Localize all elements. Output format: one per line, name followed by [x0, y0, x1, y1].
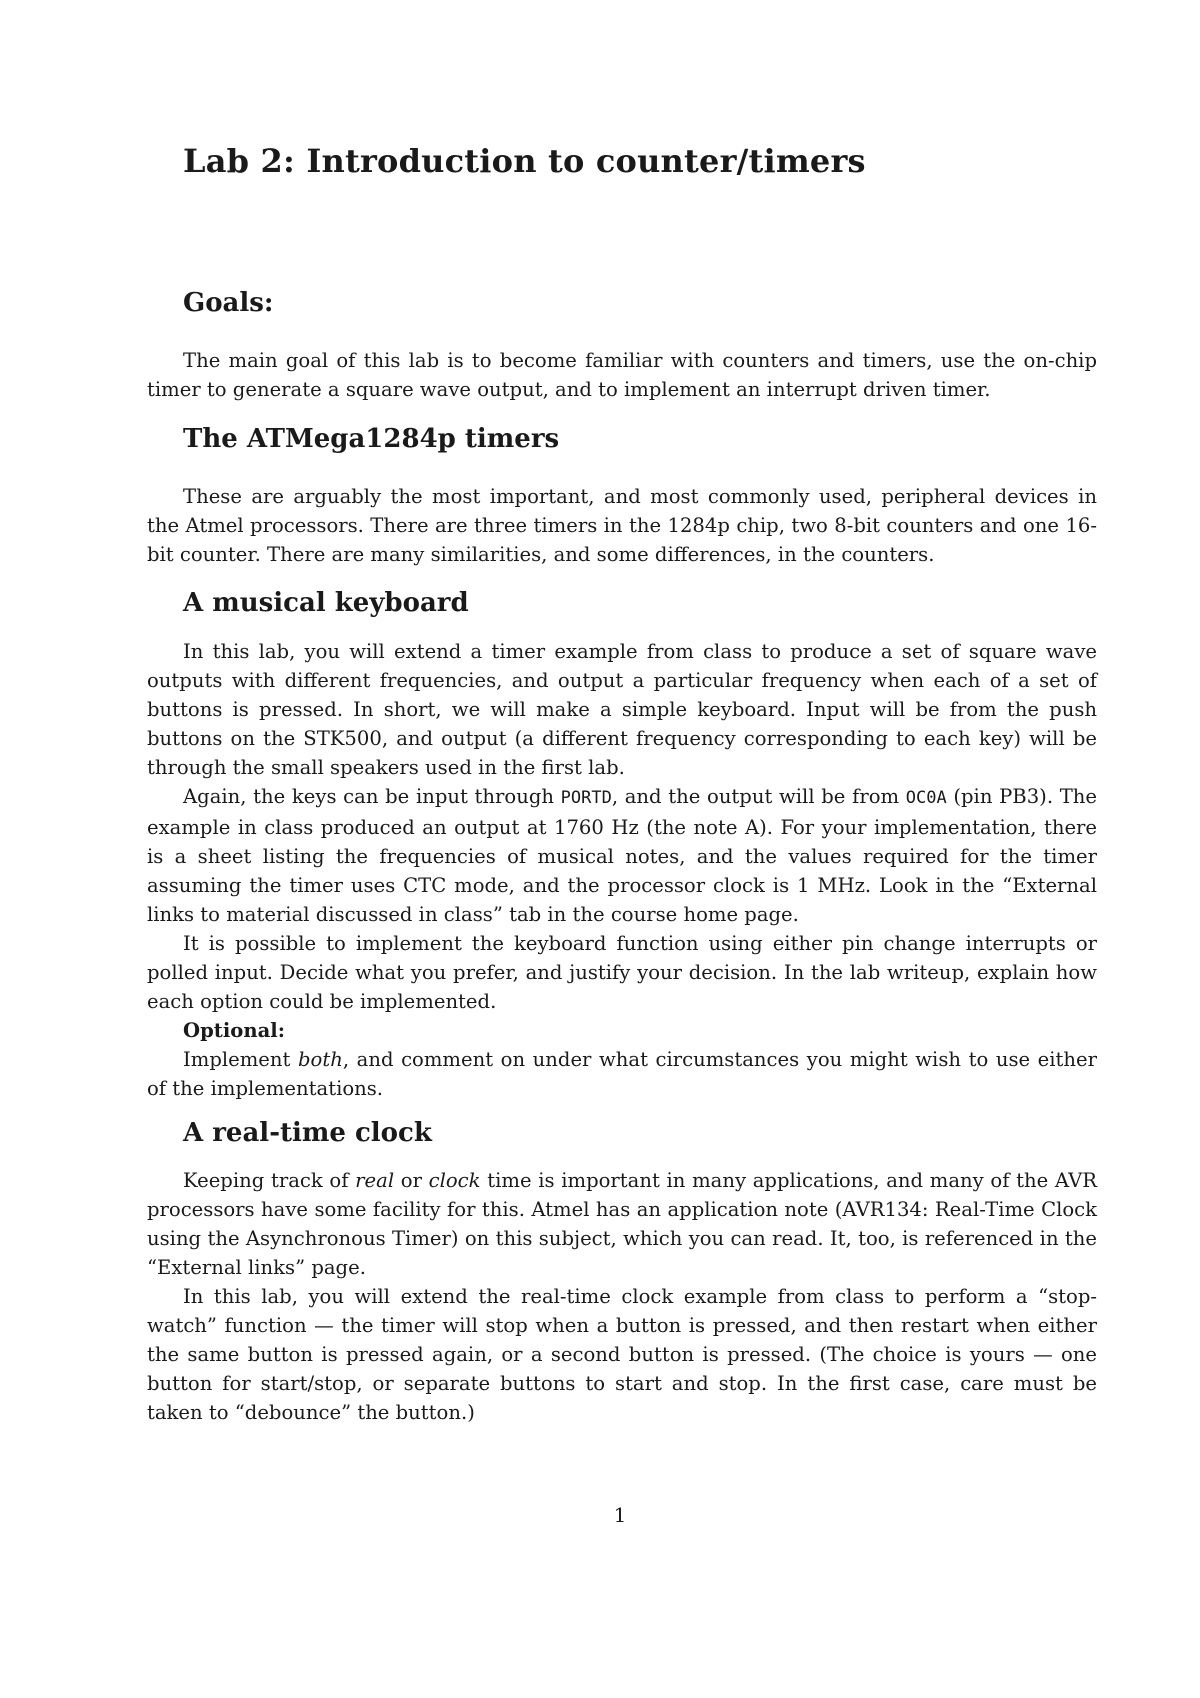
- timers-body: [147, 482, 1097, 569]
- keyboard-section: [147, 588, 1097, 618]
- timers-section: [147, 424, 1097, 454]
- goals-section: [147, 288, 1097, 318]
- page-title: Lab 2: Introduction to counter/timers: [183, 142, 866, 180]
- keyboard-paragraph-2: Again, the keys can be input through PORTD, and the output will be from OC0A (pin PB3). The example in class produced an output at 1760 Hz (the note A). For your implementation, there is a sheet listing the frequencies of musical notes, and the values required for the timer assuming the timer uses CTC mode, and the processor clock is 1 MHz. Look in the “External links to material discussed in class” tab in the course home page.: [147, 785, 1097, 926]
- goals-body: [147, 346, 1097, 404]
- keyboard-paragraph-3: It is possible to implement the keyboard function using either pin change interrupts or polled input. Decide what you prefer, and justify your decision. In the lab writeup, explain how each option could be implemented.: [147, 932, 1097, 1013]
- oc0a-code: OC0A: [905, 788, 947, 808]
- page-number: 1: [613, 1503, 627, 1527]
- keyboard-heading: A musical keyboard: [183, 588, 469, 618]
- optional-label: Optional:: [183, 1019, 285, 1042]
- keyboard-body: [147, 637, 1097, 1103]
- goals-paragraph: The main goal of this lab is to become familiar with counters and timers, use the on-chip timer to generate a square wave output, and to implement an interrupt driven timer.: [147, 349, 1097, 401]
- rtc-section: [147, 1118, 1097, 1148]
- optional-paragraph: Implement both, and comment on under what circumstances you might wish to use either of the implementations.: [147, 1048, 1098, 1100]
- timers-heading: The ATMega1284p timers: [183, 424, 560, 454]
- rtc-paragraph-2: In this lab, you will extend the real-time clock example from class to perform a “stop-watch” function — the timer will stop when a button is pressed, and then restart when either the same button is pressed again, or a second button is pressed. (The choice is yours — one button for start/stop, or separate buttons to start and stop. In the first case, care must be taken to “debounce” the button.): [147, 1285, 1097, 1424]
- rtc-paragraph-1: Keeping track of real or clock time is important in many applications, and many of the AVR processors have some facility for this. Atmel has an application note (AVR134: Real-Time Clock using the Asynchronous Timer) on this subject, which you can read. It, too, is referenced in the “External links” page.: [147, 1169, 1097, 1279]
- rtc-body: [147, 1166, 1097, 1427]
- keyboard-paragraph-1: In this lab, you will extend a timer example from class to produce a set of square wave outputs with different frequencies, and output a particular frequency when each of a set of buttons is pressed. In short, we will make a simple keyboard. Input will be from the push buttons on the STK500, and output (a different frequency corresponding to each key) will be through the small speakers used in the first lab.: [147, 640, 1097, 779]
- goals-heading: Goals:: [183, 288, 274, 318]
- portd-code: PORTD: [560, 788, 612, 808]
- timers-paragraph: These are arguably the most important, and most commonly used, peripheral devices in the Atmel processors. There are three timers in the 1284p chip, two 8-bit counters and one 16-bit counter. There are many similarities, and some differences, in the counters.: [147, 485, 1097, 566]
- rtc-heading: A real-time clock: [183, 1118, 432, 1148]
